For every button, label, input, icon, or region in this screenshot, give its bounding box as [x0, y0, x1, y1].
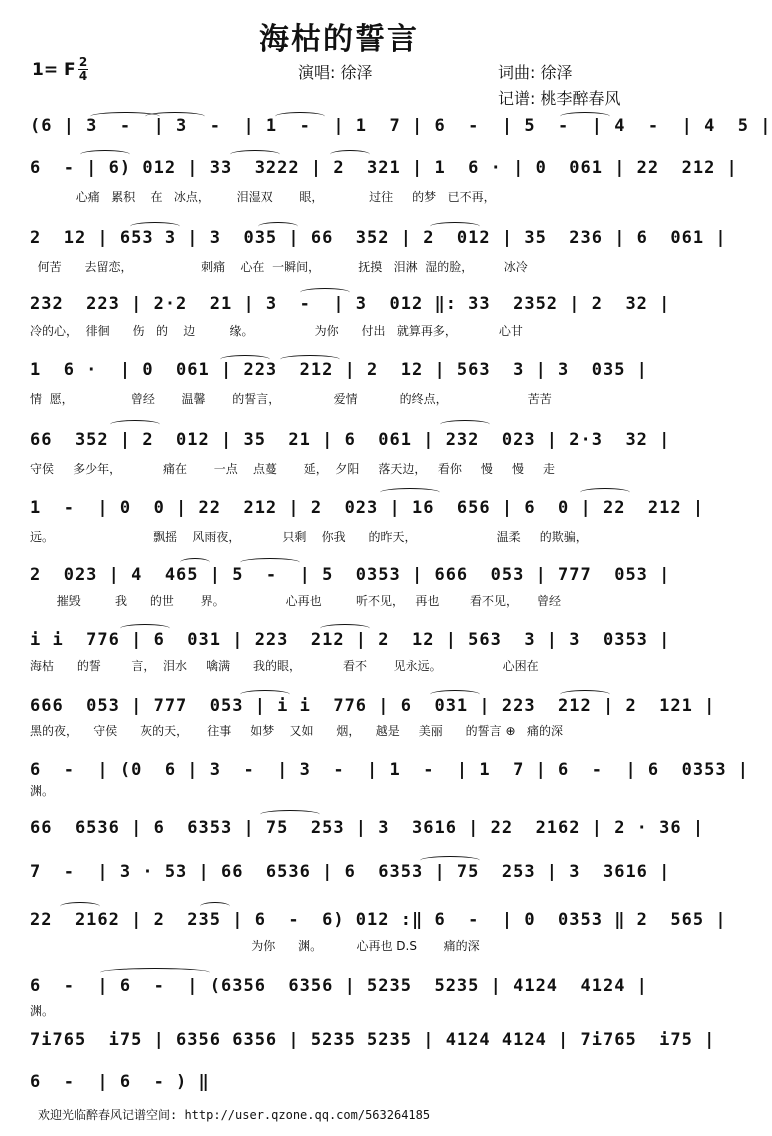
- notation-line: 1 6 · | 0 061 | 223 212 | 2 12 | 563 3 | 3 035 |: [30, 360, 648, 380]
- singer-credit: 演唱: 徐泽: [298, 63, 373, 82]
- slur-mark: [280, 355, 340, 364]
- notation-line: 6 - | 6 - ) ‖: [30, 1072, 210, 1092]
- slur-mark: [200, 902, 230, 911]
- slur-mark: [440, 420, 490, 429]
- notation-line: 2 023 | 4 465 | 5 - | 5 0353 | 666 053 | 777 053 |: [30, 565, 671, 585]
- lyric-line: 心痛 累积 在 冰点， 泪湿双 眼， 过往 的梦 已不再，: [30, 190, 496, 204]
- lyric-line: 守侯 多少年， 痛在 一点 点蔓 延， 夕阳 落天边， 看你 慢 慢 走: [30, 462, 556, 476]
- notation-line: 6 - | 6 - | (6356 6356 | 5235 5235 | 4124 4124 |: [30, 976, 648, 996]
- meter-bottom: 4: [78, 69, 88, 83]
- key-signature: 1= F: [32, 60, 76, 80]
- slur-mark: [430, 690, 480, 699]
- notation-line: 66 352 | 2 012 | 35 21 | 6 061 | 232 023 | 2·3 32 |: [30, 430, 671, 450]
- notation-line: 7i765 i75 | 6356 6356 | 5235 5235 | 4124 4124 | 7i765 i75 |: [30, 1030, 716, 1050]
- notation-line: (6 | 3 - | 3 - | 1 - | 1 7 | 6 - | 5 - | 4 - | 4 5 |: [30, 116, 772, 136]
- notation-line: 666 053 | 777 053 | i i 776 | 6 031 | 223 212 | 2 121 |: [30, 696, 716, 716]
- lyric-line: 黑的夜， 守侯 灰的天， 往事 如梦 又如 烟， 越是 美丽 的誓言 ⊕ 痛的深: [30, 724, 563, 738]
- slur-mark: [110, 420, 160, 429]
- slur-mark: [100, 968, 210, 977]
- lyric-line: 情 愿， 曾经 温馨 的誓言， 爱情 的终点， 苦苦: [30, 392, 552, 406]
- slur-mark: [430, 222, 480, 231]
- slur-mark: [300, 288, 350, 297]
- lyric-line: 渊。: [30, 1004, 55, 1018]
- slur-mark: [275, 112, 325, 121]
- slur-mark: [120, 624, 170, 633]
- notation-line: 2 12 | 653 3 | 3 035 | 66 352 | 2 012 | 35 236 | 6 061 |: [30, 228, 727, 248]
- slur-mark: [240, 690, 290, 699]
- notation-line: 22 2162 | 2 235 | 6 - 6) 012 :‖ 6 - | 0 0353 ‖ 2 565 |: [30, 910, 727, 930]
- slur-mark: [220, 355, 270, 364]
- slur-mark: [80, 150, 130, 159]
- lyric-line: 远。 飘摇 风雨夜， 只剩 你我 的昨天， 温柔 的欺骗，: [30, 530, 588, 544]
- slur-mark: [560, 112, 610, 121]
- notation-line: 7 - | 3 · 53 | 66 6536 | 6 6353 | 75 253 | 3 3616 |: [30, 862, 671, 882]
- lyric-line: 摧毁 我 的世 界。 心再也 听不见， 再也 看不见， 曾经: [30, 594, 562, 608]
- lyric-line: 海枯 的誓 言， 泪水 噙满 我的眼， 看不 见永远。 心困在: [30, 659, 539, 673]
- slur-mark: [420, 856, 480, 865]
- notation-line: 66 6536 | 6 6353 | 75 253 | 3 3616 | 22 2162 | 2 · 36 |: [30, 818, 705, 838]
- notation-line: 232 223 | 2·2 21 | 3 - | 3 012 ‖: 33 2352 | 2 32 |: [30, 294, 671, 314]
- notation-line: 6 - | (0 6 | 3 - | 3 - | 1 - | 1 7 | 6 - | 6 0353 |: [30, 760, 750, 780]
- slur-mark: [145, 112, 205, 121]
- slur-mark: [230, 150, 280, 159]
- lyric-line: 何苦 去留恋， 刺痛 心在 一瞬间， 抚摸 泪淋 湿的脸， 冰冷: [30, 260, 528, 274]
- notation-line: 1 - | 0 0 | 22 212 | 2 023 | 16 656 | 6 0 | 22 212 |: [30, 498, 705, 518]
- footer-text: 欢迎光临醉春风记谱空间: http://user.qzone.qq.com/563264185: [38, 1108, 431, 1122]
- notation-line: 6 - | 6) 012 | 33 3222 | 2 321 | 1 6 · | 0 061 | 22 212 |: [30, 158, 738, 178]
- slur-mark: [130, 222, 180, 231]
- slur-mark: [330, 150, 370, 159]
- lyric-line: 冷的心， 徘徊 伤 的 边 缘。 为你 付出 就算再多， 心甘: [30, 324, 523, 338]
- notation-line: i i 776 | 6 031 | 223 212 | 2 12 | 563 3 | 3 0353 |: [30, 630, 671, 650]
- slur-mark: [240, 558, 300, 567]
- composer-credit: 词曲: 徐泽: [498, 63, 573, 82]
- song-title: 海枯的誓言: [259, 22, 419, 57]
- transcriber-credit: 记谱: 桃李醉春风: [498, 89, 621, 108]
- time-signature: [78, 56, 88, 83]
- lyric-line: 渊。: [30, 784, 55, 798]
- slur-mark: [560, 690, 610, 699]
- slur-mark: [320, 624, 370, 633]
- meter-top: 2: [78, 55, 88, 69]
- slur-mark: [380, 488, 440, 497]
- slur-mark: [258, 222, 298, 231]
- slur-mark: [580, 488, 630, 497]
- slur-mark: [180, 558, 210, 567]
- lyric-line: 为你 渊。 心再也 D.S 痛的深: [30, 939, 480, 953]
- slur-mark: [260, 810, 320, 819]
- slur-mark: [60, 902, 100, 911]
